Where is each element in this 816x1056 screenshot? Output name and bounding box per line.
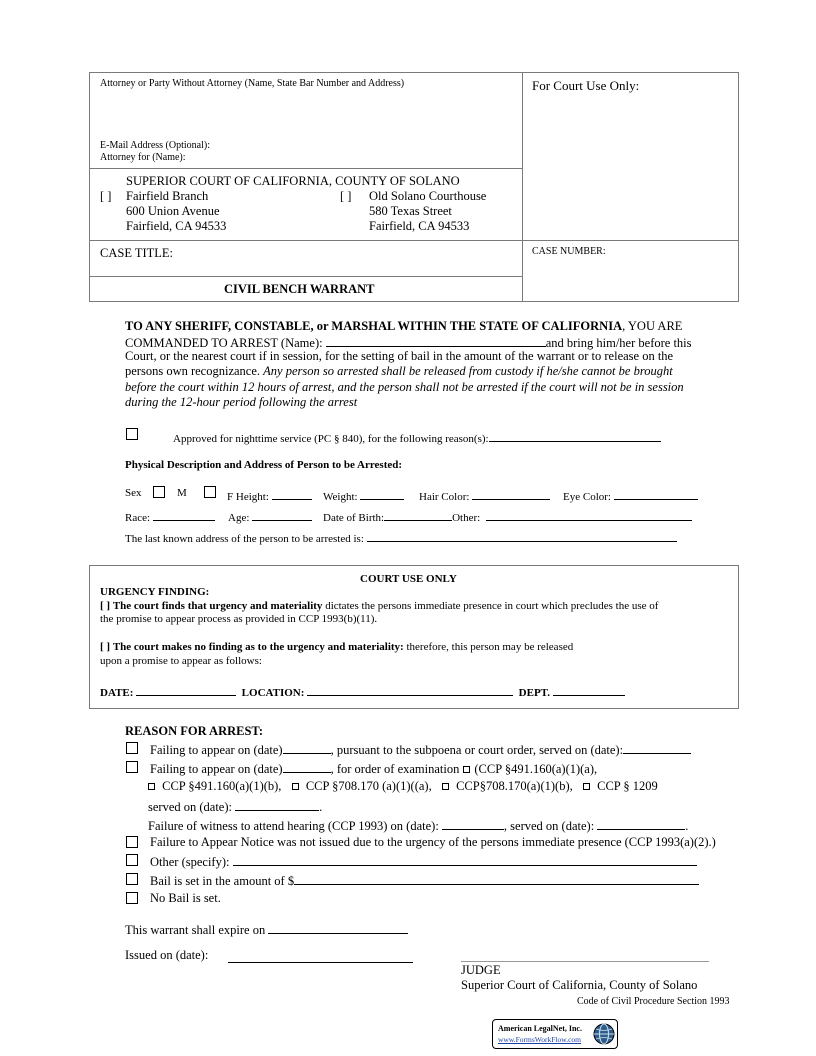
attorney-label: Attorney or Party Without Attorney (Name, State Bar Number and Address)	[100, 78, 405, 89]
reason2-opt3-label: CCP§708.170(a)(1)(b),	[456, 779, 573, 793]
reason1-date-field[interactable]	[283, 741, 331, 754]
reason3-text-a: Failure of witness to attend hearing (CCP 1993) on (date):	[148, 819, 439, 833]
finding2-rest: therefore, this person may be released	[406, 641, 574, 653]
address-label: The last known address of the person to be arrested is:	[125, 533, 364, 545]
reason6-checkbox[interactable]	[126, 873, 138, 885]
caption-divider-title	[89, 276, 522, 277]
reason4-checkbox[interactable]	[126, 836, 138, 848]
publisher-logo[interactable]	[492, 1019, 618, 1049]
other-field[interactable]	[486, 508, 692, 521]
branch1-street: 600 Union Avenue	[126, 204, 220, 218]
race-field[interactable]	[153, 508, 215, 521]
reason2-served-row	[148, 798, 322, 815]
command-line1-tail: , YOU ARE	[622, 319, 683, 333]
appear-details-row	[100, 683, 625, 699]
weight-label: Weight:	[323, 491, 358, 503]
dob-field[interactable]	[384, 508, 452, 521]
case-number-label: CASE NUMBER:	[532, 246, 606, 257]
hair-label: Hair Color:	[419, 491, 470, 503]
reason2-opt1-label: CCP §491.160(a)(1)(b),	[162, 779, 282, 793]
urgency-label: URGENCY FINDING:	[100, 586, 210, 598]
height-label: Height:	[235, 491, 269, 503]
location-label: LOCATION:	[241, 687, 305, 699]
appear-dept-field[interactable]	[553, 683, 625, 696]
branch2-name: Old Solano Courthouse	[369, 189, 487, 203]
reason3-period: .	[685, 819, 689, 833]
height-field[interactable]	[272, 487, 312, 500]
reason2-row	[150, 760, 597, 777]
judge-label: JUDGE	[461, 963, 501, 977]
address-field[interactable]	[367, 529, 677, 542]
reason2-served-label: served on (date):	[148, 800, 232, 814]
weight-field[interactable]	[360, 487, 404, 500]
age-label: Age:	[228, 512, 250, 524]
branch1-name: Fairfield Branch	[126, 189, 209, 203]
finding1-bold: The court finds that urgency and materiality	[112, 600, 323, 612]
finding2-check[interactable]: [ ]	[100, 641, 111, 653]
command-line4-italic: Any person so arrested shall be released from custody if he/she cannot be brought	[263, 364, 673, 378]
eye-row	[563, 487, 698, 503]
branch1-check[interactable]: [ ]	[100, 189, 112, 203]
finding2-bold: The court makes no finding as to the urgency and materiality:	[112, 641, 404, 653]
reason2-date-field[interactable]	[283, 760, 331, 773]
reason2-opt2-box[interactable]	[292, 783, 299, 790]
reason2-options-row	[144, 779, 658, 794]
reason2-checkbox[interactable]	[126, 761, 138, 773]
other-label: Other:	[452, 512, 481, 524]
nighttime-checkbox[interactable]	[126, 428, 138, 440]
reason1-text-a: Failing to appear on (date)	[150, 743, 283, 757]
command-line-3: Court, or the nearest court if in session, for the setting of bail in the amount of the warrant or to release on the	[125, 349, 674, 363]
finding2-line2: upon a promise to appear as follows:	[100, 655, 262, 667]
sex-f-checkbox[interactable]	[204, 486, 216, 498]
appear-location-field[interactable]	[307, 683, 513, 696]
finding1-check[interactable]: [ ]	[100, 600, 111, 612]
command-line-6: during the 12-hour period following the arrest	[125, 395, 358, 409]
logo-url[interactable]: www.FormsWorkFlow.com	[498, 1035, 582, 1044]
date-label: DATE:	[100, 687, 134, 699]
reason2-opt2-label: CCP §708.170 (a)(1)((a),	[305, 779, 432, 793]
reason2-opt4-label: CCP § 1209	[597, 779, 658, 793]
branch2-city: Fairfield, CA 94533	[369, 219, 470, 233]
hair-row	[419, 487, 550, 503]
eye-label: Eye Color:	[563, 491, 611, 503]
nighttime-reason-field[interactable]	[489, 429, 661, 442]
judge-signature-line[interactable]	[461, 961, 709, 962]
reason4-label: Failure to Appear Notice was not issued due to the urgency of the persons immediate presence (CCP 1993(a)(2).)	[150, 835, 716, 849]
command-line-4	[125, 364, 673, 379]
judge-court: Superior Court of California, County of Solano	[461, 978, 698, 992]
reason2-opt3-box[interactable]	[442, 783, 449, 790]
hair-field[interactable]	[472, 487, 550, 500]
physical-heading: Physical Description and Address of Person to be Arrested:	[125, 459, 403, 471]
sex-m-label: M	[177, 487, 187, 499]
finding1-line1	[100, 600, 658, 612]
reason5-label: Other (specify):	[150, 855, 230, 869]
finding2-line1	[100, 641, 573, 653]
age-row	[228, 508, 312, 524]
reason2-text-c: (CCP §491.160(a)(1)(a),	[474, 762, 598, 776]
finding1-rest: dictates the persons immediate presence in court which precludes the use of	[325, 600, 659, 612]
caption-divider-vertical	[522, 72, 523, 301]
reason6-label: Bail is set in the amount of $	[150, 874, 295, 888]
command-heading: TO ANY SHERIFF, CONSTABLE, or MARSHAL WITHIN THE STATE OF CALIFORNIA	[125, 319, 623, 333]
reason1-checkbox[interactable]	[126, 742, 138, 754]
caption-divider-court	[89, 168, 522, 169]
document-title: CIVIL BENCH WARRANT	[224, 282, 375, 296]
reason2-opt0-box[interactable]	[463, 766, 470, 773]
reason2-text-a: Failing to appear on (date)	[150, 762, 283, 776]
reason6-row	[150, 872, 699, 889]
reason2-served-field[interactable]	[235, 798, 319, 811]
reason3-row	[148, 817, 688, 834]
eye-field[interactable]	[614, 487, 698, 500]
court-use-heading: COURT USE ONLY	[360, 573, 457, 585]
globe-icon	[593, 1023, 615, 1045]
reason7-label: No Bail is set.	[150, 891, 221, 905]
sex-label: Sex	[125, 487, 142, 499]
reason2-served-period: .	[319, 800, 323, 814]
code-reference: Code of Civil Procedure Section 1993	[577, 996, 730, 1007]
caption-divider-case-title	[89, 240, 739, 241]
arrest-name-field[interactable]	[326, 334, 546, 347]
race-label: Race:	[125, 512, 151, 524]
branch1-city: Fairfield, CA 94533	[126, 219, 227, 233]
reason1-served-field[interactable]	[623, 741, 691, 754]
reason5-row	[150, 853, 697, 870]
appear-date-field[interactable]	[136, 683, 236, 696]
sex-m-checkbox[interactable]	[153, 486, 165, 498]
dept-label: DEPT.	[518, 687, 550, 699]
command-line-5: before the court within 12 hours of arrest, and the person shall not be arrested if the court will not be in session	[125, 380, 684, 394]
f-label: F	[227, 491, 234, 503]
expire-date-field[interactable]	[268, 921, 408, 934]
attorney-for-label: Attorney for (Name):	[100, 152, 186, 163]
reason3-date-field[interactable]	[442, 817, 504, 830]
case-title-label: CASE TITLE:	[100, 246, 174, 260]
court-name: SUPERIOR COURT OF CALIFORNIA, COUNTY OF SOLANO	[126, 174, 460, 188]
command-arrest-label: COMMANDED TO ARREST (Name):	[125, 336, 323, 350]
logo-name: American LegalNet, Inc.	[498, 1024, 582, 1033]
branch2-street: 580 Texas Street	[369, 204, 452, 218]
reason7-checkbox[interactable]	[126, 892, 138, 904]
height-row	[227, 487, 312, 503]
nighttime-label: Approved for nighttime service (PC § 840), for the following reason(s):	[173, 433, 489, 445]
reason2-opt1-box[interactable]	[148, 783, 155, 790]
finding1-line2: the promise to appear process as provided in CCP 1993(b)(11).	[100, 613, 378, 625]
age-field[interactable]	[252, 508, 312, 521]
command-line-1	[125, 319, 682, 334]
weight-row	[323, 487, 404, 503]
branch2-check[interactable]: [ ]	[340, 189, 352, 203]
reason2-text-b: , for order of examination	[330, 762, 460, 776]
reason5-specify-field[interactable]	[233, 853, 697, 866]
issued-label: Issued on (date):	[125, 948, 209, 962]
command-line4-plain: persons own recognizance.	[125, 364, 261, 378]
bail-amount-field[interactable]	[294, 872, 699, 885]
expire-label: This warrant shall expire on	[125, 923, 266, 937]
issued-date-field[interactable]	[228, 962, 413, 963]
command-bring-label: and bring him/her before this	[545, 336, 692, 350]
race-row	[125, 508, 215, 524]
nighttime-row	[173, 429, 661, 445]
reason5-checkbox[interactable]	[126, 854, 138, 866]
court-use-label: For Court Use Only:	[532, 78, 640, 93]
dob-row	[323, 508, 692, 524]
reasons-heading: REASON FOR ARREST:	[125, 724, 263, 738]
dob-label: Date of Birth:	[323, 512, 385, 524]
expire-row	[125, 921, 408, 938]
address-row	[125, 529, 677, 545]
reason1-row	[150, 741, 691, 758]
email-label: E-Mail Address (Optional):	[100, 140, 210, 151]
reason3-text-b: , served on (date):	[503, 819, 595, 833]
reason3-served-field[interactable]	[597, 817, 685, 830]
reason2-opt4-box[interactable]	[583, 783, 590, 790]
reason1-text-b: , pursuant to the subpoena or court order, served on (date):	[330, 743, 624, 757]
